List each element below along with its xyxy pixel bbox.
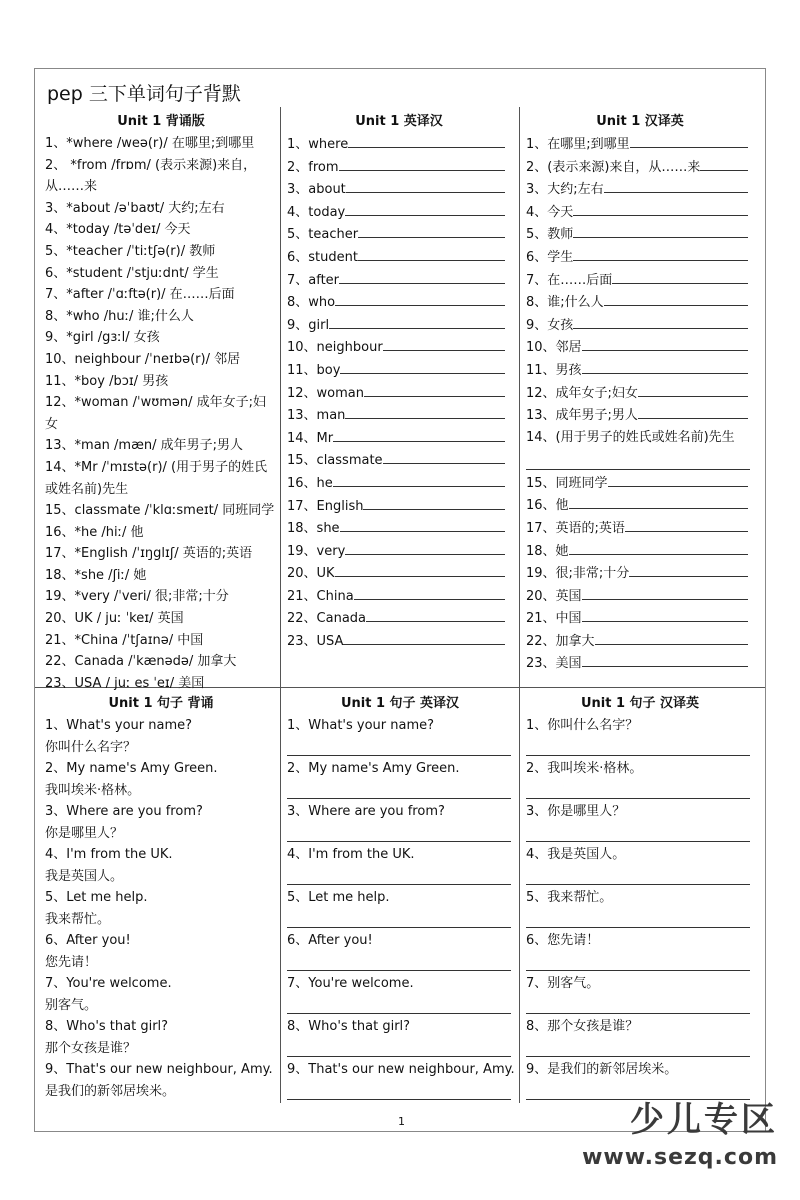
vocab-recite-item: 3、*about /əˈbaʊt/ 大约;左右	[45, 200, 225, 216]
answer-line[interactable]	[526, 884, 750, 885]
vocab-cn-en-item	[526, 269, 754, 292]
vocab-en-cn-item	[287, 336, 511, 359]
vocab-word: 11、boy	[287, 362, 341, 378]
vocab-cn-en-item	[526, 562, 754, 585]
answer-blank[interactable]	[573, 314, 748, 329]
answer-line[interactable]	[287, 841, 511, 842]
answer-line[interactable]	[287, 798, 511, 799]
answer-blank[interactable]	[595, 630, 748, 645]
vocab-en-cn-item	[287, 246, 511, 269]
answer-blank[interactable]	[700, 156, 748, 171]
sentence-en-cn-list	[287, 715, 513, 1100]
vocab-en-cn-item	[287, 562, 511, 585]
answer-blank[interactable]	[608, 472, 748, 487]
vocab-cn-en-list	[526, 133, 754, 675]
vocab-word: 13、man	[287, 408, 346, 424]
vocab-word: 8、who	[287, 295, 336, 311]
sentence-en-cn-column	[287, 693, 513, 1102]
answer-line[interactable]	[287, 927, 511, 928]
vocab-meaning: 2、(表示来源)来自，从……来	[526, 159, 701, 175]
worksheet-page	[34, 68, 766, 1132]
sentence-recite-heading: Unit 1 句子 背诵	[108, 696, 214, 711]
answer-blank[interactable]	[340, 359, 505, 374]
page-number: 1	[398, 1115, 405, 1128]
vocab-en-cn-item	[287, 201, 511, 224]
answer-blank[interactable]	[340, 517, 505, 532]
vocab-word: 5、teacher	[287, 227, 359, 243]
answer-blank[interactable]	[354, 585, 505, 600]
vocab-cn-en-item	[526, 133, 754, 156]
vocab-en-cn-item	[287, 359, 511, 382]
vocab-word: 1、where	[287, 137, 349, 152]
sentence-prompt-chinese: 1、你叫什么名字？	[526, 718, 639, 733]
answer-line[interactable]	[526, 841, 750, 842]
vocab-cn-en-item	[526, 382, 754, 405]
vocab-recite-item: 23、USA / juː es ˈeɪ/ 美国	[45, 675, 205, 691]
vocab-recite-item: 8、*who /huː/ 谁;什么人	[45, 308, 194, 324]
answer-line[interactable]	[526, 1013, 750, 1014]
vocab-meaning: 11、男孩	[526, 362, 582, 378]
vocab-recite-heading: Unit 1 背诵版	[117, 114, 205, 129]
vocab-recite-item: 12、*woman /ˈwʊmən/ 成年女子;妇女	[45, 395, 267, 432]
vocab-meaning: 18、她	[526, 543, 569, 559]
vocab-word: 19、very	[287, 543, 346, 559]
answer-blank[interactable]	[383, 449, 505, 464]
vocab-cn-en-item	[526, 404, 754, 427]
watermark-brand: 少儿专区	[630, 1100, 778, 1140]
sentence-chinese: 您先请！	[45, 954, 98, 970]
sentence-prompt-chinese: 2、我叫埃米·格林。	[526, 761, 643, 776]
answer-blank[interactable]	[364, 382, 505, 397]
answer-blank[interactable]	[345, 404, 505, 419]
document-title: pep 三下单词句子背默	[47, 83, 241, 105]
vocab-recite-item: 7、*after /ˈɑːftə(r)/ 在……后面	[45, 287, 235, 303]
answer-line[interactable]	[287, 884, 511, 885]
answer-blank[interactable]	[625, 517, 748, 532]
vocab-recite-item: 14、*Mr /ˈmɪstə(r)/ (用于男子的姓氏或姓名前)先生	[45, 459, 268, 497]
vocab-meaning: 15、同班同学	[526, 475, 608, 491]
answer-blank[interactable]	[582, 607, 748, 622]
answer-line[interactable]	[526, 798, 750, 799]
vocab-cn-en-item	[526, 314, 754, 337]
answer-blank[interactable]	[343, 630, 505, 645]
sentence-chinese: 是我们的新邻居埃米。	[45, 1083, 176, 1099]
vocab-cn-en-item	[526, 607, 754, 630]
vocab-recite-item: 6、*student /ˈstjuːdnt/ 学生	[45, 265, 219, 281]
vocab-word: 23、USA	[287, 634, 344, 650]
sentence-prompt-english: 6、After you!	[287, 933, 373, 948]
vocab-meaning: 21、中国	[526, 611, 582, 627]
sentence-english: 8、Who's that girl?	[45, 1019, 169, 1034]
sentence-chinese: 我来帮忙。	[45, 911, 111, 927]
vocab-en-cn-item	[287, 585, 511, 608]
sentence-recite-column	[45, 693, 277, 1102]
vocab-word: 20、UK	[287, 566, 335, 582]
sentence-english: 1、What's your name?	[45, 718, 193, 733]
vocab-en-cn-heading: Unit 1 英译汉	[355, 114, 443, 129]
vocab-en-cn-item	[287, 404, 511, 427]
sentence-prompt-chinese: 9、是我们的新邻居埃米。	[526, 1062, 678, 1077]
vocab-word: 21、China	[287, 588, 354, 604]
answer-blank[interactable]	[339, 269, 505, 284]
vocab-meaning: 8、谁;什么人	[526, 295, 604, 311]
vocab-cn-en-item	[526, 246, 754, 269]
answer-blank[interactable]	[358, 223, 505, 238]
vocab-meaning: 13、成年男子;男人	[526, 408, 638, 424]
vocab-recite-item: 1、*where /weə(r)/ 在哪里;到哪里	[45, 136, 255, 151]
vocab-cn-en-item	[526, 178, 754, 201]
answer-blank[interactable]	[604, 178, 748, 193]
vocab-recite-item: 2、 *from /frɒm/ (表示来源)来自，从……来	[45, 157, 257, 195]
vocab-meaning: 10、邻居	[526, 340, 582, 356]
column-divider-right	[519, 107, 520, 1103]
answer-blank[interactable]	[346, 178, 505, 193]
answer-blank[interactable]	[329, 314, 505, 329]
vocab-recite-item: 9、*girl /gɜːl/ 女孩	[45, 330, 160, 346]
vocab-meaning: 1、在哪里;到哪里	[526, 137, 630, 152]
answer-blank[interactable]	[630, 133, 748, 148]
answer-blank[interactable]	[569, 494, 748, 509]
sentence-english: 4、I'm from the UK.	[45, 847, 173, 862]
vocab-cn-en-item	[526, 630, 754, 653]
sentence-prompt-chinese: 6、您先请！	[526, 933, 600, 948]
vocab-meaning: 17、英语的;英语	[526, 520, 625, 536]
answer-line[interactable]	[526, 927, 750, 928]
answer-blank[interactable]	[569, 540, 748, 555]
answer-blank[interactable]	[582, 652, 748, 667]
vocab-meaning: 14、(用于男子的姓氏或姓名前)先生	[526, 429, 735, 445]
sentence-cn-en-list	[526, 715, 754, 1100]
vocab-word: 14、Mr	[287, 430, 334, 446]
answer-blank[interactable]	[582, 336, 748, 351]
sentence-prompt-english: 9、That's our new neighbour, Amy.	[287, 1062, 515, 1077]
vocab-word: 3、about	[287, 182, 346, 198]
answer-blank[interactable]	[366, 607, 505, 622]
vocab-en-cn-item	[287, 472, 511, 495]
vocab-cn-en-item	[526, 291, 754, 314]
sentence-english: 5、Let me help.	[45, 890, 148, 905]
answer-line[interactable]	[526, 970, 750, 971]
vocab-recite-column	[45, 111, 277, 694]
answer-line[interactable]	[526, 755, 750, 756]
vocab-en-cn-item	[287, 291, 511, 314]
vocab-en-cn-item	[287, 630, 511, 653]
vocab-word: 6、student	[287, 249, 358, 265]
vocab-recite-item: 15、classmate /ˈklɑːsmeɪt/ 同班同学	[45, 503, 275, 519]
vocab-en-cn-item	[287, 540, 511, 563]
vocab-en-cn-item	[287, 178, 511, 201]
sentence-prompt-chinese: 4、我是英国人。	[526, 847, 626, 862]
vocab-en-cn-item	[287, 449, 511, 472]
vocab-cn-en-item	[526, 517, 754, 540]
sentence-chinese: 我是英国人。	[45, 868, 124, 884]
vocab-recite-item: 4、*today /təˈdeɪ/ 今天	[45, 222, 191, 238]
answer-blank[interactable]	[345, 540, 505, 555]
answer-blank[interactable]	[345, 201, 505, 216]
sentence-english: 2、My name's Amy Green.	[45, 761, 218, 776]
vocab-cn-en-item	[526, 223, 754, 246]
vocab-word: 4、today	[287, 204, 346, 220]
answer-blank[interactable]	[638, 382, 748, 397]
answer-blank[interactable]	[612, 269, 748, 284]
vocab-cn-en-item	[526, 359, 754, 382]
vocab-recite-list	[45, 133, 277, 694]
vocab-word: 7、after	[287, 272, 340, 288]
sentence-prompt-english: 3、Where are you from?	[287, 804, 445, 819]
answer-line[interactable]	[526, 469, 750, 470]
sentence-prompt-chinese: 7、别客气。	[526, 976, 600, 991]
answer-blank[interactable]	[333, 472, 505, 487]
sentence-chinese: 你叫什么名字？	[45, 739, 137, 755]
vocab-recite-item: 17、*English /ˈɪŋglɪʃ/ 英语的;英语	[45, 546, 253, 562]
sentence-prompt-chinese: 5、我来帮忙。	[526, 890, 613, 905]
vocab-word: 12、woman	[287, 385, 364, 401]
answer-line[interactable]	[287, 1056, 511, 1057]
answer-blank[interactable]	[604, 291, 748, 306]
sentence-chinese: 你是哪里人？	[45, 825, 124, 841]
vocab-cn-en-item	[526, 201, 754, 224]
vocab-en-cn-item	[287, 607, 511, 630]
answer-blank[interactable]	[383, 336, 505, 351]
sentence-prompt-chinese: 3、你是哪里人？	[526, 804, 626, 819]
answer-blank[interactable]	[333, 427, 505, 442]
vocab-meaning: 20、英国	[526, 588, 582, 604]
vocab-recite-item: 11、*boy /bɔɪ/ 男孩	[45, 373, 169, 389]
vocab-cn-en-item	[526, 585, 754, 608]
vocab-recite-item: 19、*very /ˈveri/ 很;非常;十分	[45, 589, 229, 605]
answer-blank[interactable]	[582, 585, 748, 600]
vocab-word: 16、he	[287, 475, 333, 491]
vocab-word: 15、classmate	[287, 453, 383, 469]
answer-line[interactable]	[287, 755, 511, 756]
vocab-word: 17、English	[287, 498, 364, 514]
vocab-en-cn-item	[287, 517, 511, 540]
answer-blank[interactable]	[335, 562, 505, 577]
vocab-en-cn-column	[287, 111, 511, 653]
answer-blank[interactable]	[335, 291, 505, 306]
vocab-en-cn-list	[287, 133, 511, 653]
sentence-english: 3、Where are you from?	[45, 804, 203, 819]
vocab-cn-en-heading: Unit 1 汉译英	[596, 114, 684, 129]
vocab-en-cn-item	[287, 427, 511, 450]
answer-line[interactable]	[287, 1013, 511, 1014]
sentence-english: 6、After you!	[45, 933, 131, 948]
sentence-chinese: 别客气。	[45, 997, 98, 1013]
answer-blank[interactable]	[358, 246, 505, 261]
vocab-meaning: 23、美国	[526, 656, 582, 672]
vocab-cn-en-item	[526, 652, 754, 675]
answer-line[interactable]	[287, 970, 511, 971]
vocab-meaning: 16、他	[526, 498, 569, 514]
vocab-cn-en-item	[526, 472, 754, 495]
vocab-word: 22、Canada	[287, 611, 367, 627]
answer-blank[interactable]	[363, 495, 505, 510]
answer-blank[interactable]	[573, 223, 748, 238]
vocab-meaning: 9、女孩	[526, 317, 574, 333]
sentence-recite-list	[45, 715, 277, 1102]
sentence-english: 7、You're welcome.	[45, 976, 172, 991]
sentence-english: 9、That's our new neighbour, Amy.	[45, 1062, 273, 1077]
vocab-meaning: 4、今天	[526, 204, 574, 220]
vocab-recite-item: 21、*China /ˈtʃaɪnə/ 中国	[45, 632, 204, 648]
vocab-en-cn-item	[287, 314, 511, 337]
answer-blank[interactable]	[582, 359, 748, 374]
vocab-recite-item: 13、*man /mæn/ 成年男子;男人	[45, 438, 243, 454]
vocab-recite-item: 10、neighbour /ˈneɪbə(r)/ 邻居	[45, 351, 241, 367]
sentence-prompt-english: 7、You're welcome.	[287, 976, 414, 991]
vocab-en-cn-item	[287, 223, 511, 246]
vocab-meaning: 6、学生	[526, 249, 574, 265]
vocab-cn-en-item	[526, 336, 754, 359]
vocab-meaning: 7、在……后面	[526, 272, 613, 288]
vocab-en-cn-item	[287, 133, 511, 156]
vocab-recite-item: 5、*teacher /ˈtiːtʃə(r)/ 教师	[45, 243, 216, 259]
vocab-recite-item: 18、*she /ʃiː/ 她	[45, 567, 147, 583]
vocab-cn-en-item	[526, 540, 754, 563]
vocab-en-cn-item	[287, 382, 511, 405]
sentence-prompt-english: 4、I'm from the UK.	[287, 847, 415, 862]
vocab-en-cn-item	[287, 156, 511, 179]
vocab-cn-en-item	[526, 427, 754, 472]
sentence-en-cn-heading: Unit 1 句子 英译汉	[340, 696, 460, 711]
watermark-url: www.sezq.com	[582, 1145, 778, 1170]
vocab-recite-item: 20、UK / juː ˈkeɪ/ 英国	[45, 611, 184, 627]
vocab-en-cn-item	[287, 269, 511, 292]
vocab-meaning: 22、加拿大	[526, 633, 595, 649]
vocab-word: 2、from	[287, 159, 339, 175]
sentence-cn-en-column	[526, 693, 754, 1102]
vocab-word: 18、she	[287, 521, 340, 537]
answer-blank[interactable]	[348, 133, 505, 148]
vocab-word: 10、neighbour	[287, 340, 383, 356]
answer-line[interactable]	[526, 1056, 750, 1057]
vocab-en-cn-item	[287, 495, 511, 518]
answer-blank[interactable]	[629, 562, 748, 577]
vocab-meaning: 3、大约;左右	[526, 182, 604, 198]
sentence-prompt-english: 1、What's your name?	[287, 718, 435, 733]
answer-blank[interactable]	[638, 404, 748, 419]
vocab-cn-en-column	[526, 111, 754, 675]
vocab-recite-item: 16、*he /hiː/ 他	[45, 524, 144, 540]
sentence-prompt-english: 8、Who's that girl?	[287, 1019, 411, 1034]
answer-blank[interactable]	[573, 246, 748, 261]
answer-blank[interactable]	[339, 156, 505, 171]
vocab-word: 9、girl	[287, 317, 330, 333]
sentence-prompt-english: 2、My name's Amy Green.	[287, 761, 460, 776]
vocab-recite-item: 22、Canada /ˈkænədə/ 加拿大	[45, 654, 237, 670]
sentence-chinese: 我叫埃米·格林。	[45, 782, 141, 798]
watermark	[582, 1092, 778, 1170]
vocab-cn-en-item	[526, 494, 754, 517]
vocab-meaning: 19、很;非常;十分	[526, 566, 630, 582]
vocab-meaning: 5、教师	[526, 227, 574, 243]
sentence-prompt-english: 5、Let me help.	[287, 890, 390, 905]
vocab-cn-en-item	[526, 156, 754, 179]
sentence-prompt-chinese: 8、那个女孩是谁？	[526, 1019, 639, 1034]
sentence-chinese: 那个女孩是谁？	[45, 1040, 137, 1056]
answer-line[interactable]	[287, 1099, 511, 1100]
vocab-meaning: 12、成年女子;妇女	[526, 385, 638, 401]
column-divider-left	[280, 107, 281, 1103]
answer-blank[interactable]	[573, 201, 748, 216]
sentence-cn-en-heading: Unit 1 句子 汉译英	[580, 696, 700, 711]
